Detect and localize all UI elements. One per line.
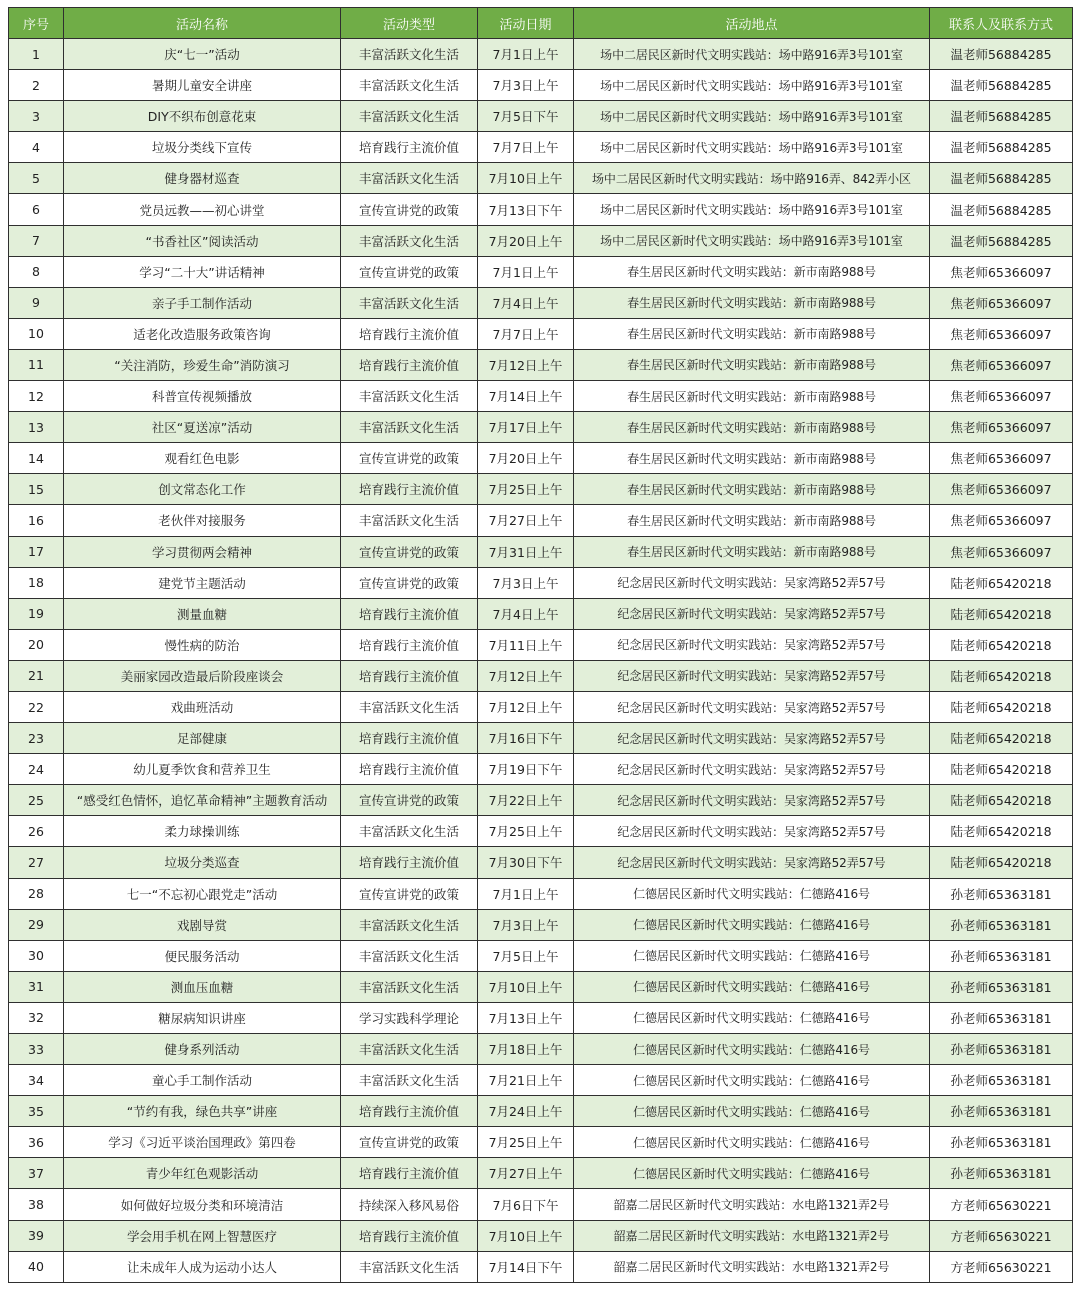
cell-activity-type: 培育践行主流价值 xyxy=(341,660,478,691)
cell-date: 7月1日上午 xyxy=(478,878,574,909)
cell-location: 春生居民区新时代文明实践站：新市南路988号 xyxy=(574,505,930,536)
cell-location: 场中二居民区新时代文明实践站：场中路916弄、842弄小区 xyxy=(574,163,930,194)
header-activity-location: 活动地点 xyxy=(574,8,930,39)
cell-location: 仁德居民区新时代文明实践站：仁德路416号 xyxy=(574,1127,930,1158)
cell-location: 仁德居民区新时代文明实践站：仁德路416号 xyxy=(574,878,930,909)
cell-location: 仁德居民区新时代文明实践站：仁德路416号 xyxy=(574,909,930,940)
cell-date: 7月18日上午 xyxy=(478,1034,574,1065)
cell-index: 2 xyxy=(9,70,64,101)
cell-contact: 焦老师65366097 xyxy=(930,349,1073,380)
cell-location: 纪念居民区新时代文明实践站：吴家湾路52弄57号 xyxy=(574,816,930,847)
cell-activity-type: 培育践行主流价值 xyxy=(341,349,478,380)
cell-activity-type: 丰富活跃文化生活 xyxy=(341,225,478,256)
cell-index: 36 xyxy=(9,1127,64,1158)
table-row xyxy=(9,349,1073,380)
cell-date: 7月12日上午 xyxy=(478,660,574,691)
cell-index: 21 xyxy=(9,660,64,691)
cell-activity-name: 老伙伴对接服务 xyxy=(64,505,341,536)
table-row xyxy=(9,225,1073,256)
table-row xyxy=(9,194,1073,225)
cell-date: 7月4日上午 xyxy=(478,287,574,318)
cell-date: 7月25日上午 xyxy=(478,474,574,505)
cell-contact: 方老师65630221 xyxy=(930,1189,1073,1220)
cell-date: 7月10日上午 xyxy=(478,163,574,194)
cell-activity-name: 适老化改造服务政策咨询 xyxy=(64,318,341,349)
cell-activity-name: 科普宣传视频播放 xyxy=(64,381,341,412)
cell-activity-name: 让未成年人成为运动小达人 xyxy=(64,1251,341,1282)
cell-activity-type: 丰富活跃文化生活 xyxy=(341,70,478,101)
table-row xyxy=(9,723,1073,754)
cell-date: 7月22日上午 xyxy=(478,785,574,816)
cell-activity-name: 足部健康 xyxy=(64,723,341,754)
cell-index: 17 xyxy=(9,536,64,567)
cell-location: 仁德居民区新时代文明实践站：仁德路416号 xyxy=(574,971,930,1002)
cell-activity-name: “节约有我，绿色共享”讲座 xyxy=(64,1096,341,1127)
header-contact: 联系人及联系方式 xyxy=(930,8,1073,39)
table-row xyxy=(9,381,1073,412)
table-row xyxy=(9,256,1073,287)
cell-location: 韶嘉二居民区新时代文明实践站：水电路1321弄2号 xyxy=(574,1220,930,1251)
cell-location: 纪念居民区新时代文明实践站：吴家湾路52弄57号 xyxy=(574,629,930,660)
table-row xyxy=(9,847,1073,878)
cell-activity-type: 宣传宣讲党的政策 xyxy=(341,536,478,567)
cell-date: 7月13日下午 xyxy=(478,194,574,225)
cell-activity-type: 丰富活跃文化生活 xyxy=(341,163,478,194)
cell-activity-name: 戏曲班活动 xyxy=(64,691,341,722)
cell-index: 11 xyxy=(9,349,64,380)
table-row xyxy=(9,1096,1073,1127)
cell-date: 7月14日上午 xyxy=(478,381,574,412)
cell-index: 18 xyxy=(9,567,64,598)
table-row xyxy=(9,1189,1073,1220)
table-body xyxy=(9,39,1073,1283)
cell-activity-name: 柔力球操训练 xyxy=(64,816,341,847)
cell-index: 34 xyxy=(9,1065,64,1096)
cell-contact: 陆老师65420218 xyxy=(930,785,1073,816)
cell-location: 春生居民区新时代文明实践站：新市南路988号 xyxy=(574,318,930,349)
cell-activity-type: 丰富活跃文化生活 xyxy=(341,909,478,940)
cell-activity-name: 糖尿病知识讲座 xyxy=(64,1002,341,1033)
cell-contact: 陆老师65420218 xyxy=(930,598,1073,629)
cell-activity-type: 丰富活跃文化生活 xyxy=(341,39,478,70)
cell-activity-type: 丰富活跃文化生活 xyxy=(341,1251,478,1282)
cell-activity-name: 美丽家园改造最后阶段座谈会 xyxy=(64,660,341,691)
cell-location: 春生居民区新时代文明实践站：新市南路988号 xyxy=(574,536,930,567)
cell-activity-name: 青少年红色观影活动 xyxy=(64,1158,341,1189)
cell-contact: 孙老师65363181 xyxy=(930,1096,1073,1127)
cell-contact: 孙老师65363181 xyxy=(930,1158,1073,1189)
cell-index: 13 xyxy=(9,412,64,443)
cell-date: 7月1日上午 xyxy=(478,256,574,287)
cell-index: 8 xyxy=(9,256,64,287)
cell-contact: 孙老师65363181 xyxy=(930,1002,1073,1033)
cell-contact: 陆老师65420218 xyxy=(930,629,1073,660)
cell-location: 春生居民区新时代文明实践站：新市南路988号 xyxy=(574,474,930,505)
table-row xyxy=(9,536,1073,567)
cell-activity-name: 垃圾分类线下宣传 xyxy=(64,132,341,163)
table-row xyxy=(9,598,1073,629)
cell-location: 仁德居民区新时代文明实践站：仁德路416号 xyxy=(574,940,930,971)
cell-date: 7月7日上午 xyxy=(478,318,574,349)
cell-index: 32 xyxy=(9,1002,64,1033)
cell-contact: 温老师56884285 xyxy=(930,39,1073,70)
cell-contact: 陆老师65420218 xyxy=(930,723,1073,754)
cell-date: 7月10日上午 xyxy=(478,971,574,1002)
cell-activity-name: “关注消防，珍爱生命”消防演习 xyxy=(64,349,341,380)
cell-date: 7月3日上午 xyxy=(478,70,574,101)
cell-contact: 焦老师65366097 xyxy=(930,287,1073,318)
cell-contact: 孙老师65363181 xyxy=(930,878,1073,909)
cell-activity-name: 戏剧导赏 xyxy=(64,909,341,940)
table-row xyxy=(9,39,1073,70)
cell-contact: 孙老师65363181 xyxy=(930,1127,1073,1158)
table-row xyxy=(9,70,1073,101)
cell-date: 7月7日上午 xyxy=(478,132,574,163)
cell-activity-name: “感受红色情怀，追忆革命精神”主题教育活动 xyxy=(64,785,341,816)
cell-contact: 温老师56884285 xyxy=(930,132,1073,163)
cell-contact: 温老师56884285 xyxy=(930,101,1073,132)
cell-date: 7月4日上午 xyxy=(478,598,574,629)
table-row xyxy=(9,1220,1073,1251)
cell-activity-type: 培育践行主流价值 xyxy=(341,1096,478,1127)
table-row xyxy=(9,971,1073,1002)
cell-contact: 焦老师65366097 xyxy=(930,318,1073,349)
cell-index: 31 xyxy=(9,971,64,1002)
cell-index: 33 xyxy=(9,1034,64,1065)
cell-date: 7月24日上午 xyxy=(478,1096,574,1127)
cell-location: 纪念居民区新时代文明实践站：吴家湾路52弄57号 xyxy=(574,785,930,816)
cell-index: 22 xyxy=(9,691,64,722)
header-activity-type: 活动类型 xyxy=(341,8,478,39)
cell-date: 7月27日上午 xyxy=(478,505,574,536)
cell-contact: 孙老师65363181 xyxy=(930,971,1073,1002)
table-row xyxy=(9,1251,1073,1282)
cell-activity-type: 丰富活跃文化生活 xyxy=(341,691,478,722)
cell-activity-name: 如何做好垃圾分类和环境清洁 xyxy=(64,1189,341,1220)
cell-contact: 焦老师65366097 xyxy=(930,536,1073,567)
cell-index: 10 xyxy=(9,318,64,349)
cell-index: 1 xyxy=(9,39,64,70)
cell-date: 7月12日上午 xyxy=(478,349,574,380)
cell-activity-type: 宣传宣讲党的政策 xyxy=(341,785,478,816)
cell-location: 纪念居民区新时代文明实践站：吴家湾路52弄57号 xyxy=(574,723,930,754)
cell-date: 7月3日上午 xyxy=(478,909,574,940)
cell-date: 7月10日上午 xyxy=(478,1220,574,1251)
cell-activity-name: “书香社区”阅读活动 xyxy=(64,225,341,256)
cell-index: 25 xyxy=(9,785,64,816)
cell-index: 14 xyxy=(9,443,64,474)
cell-location: 纪念居民区新时代文明实践站：吴家湾路52弄57号 xyxy=(574,847,930,878)
cell-activity-name: 健身系列活动 xyxy=(64,1034,341,1065)
cell-activity-type: 培育践行主流价值 xyxy=(341,598,478,629)
cell-contact: 方老师65630221 xyxy=(930,1220,1073,1251)
cell-date: 7月6日下午 xyxy=(478,1189,574,1220)
cell-activity-type: 培育践行主流价值 xyxy=(341,754,478,785)
cell-contact: 温老师56884285 xyxy=(930,225,1073,256)
cell-activity-name: 观看红色电影 xyxy=(64,443,341,474)
cell-activity-name: 测血压血糖 xyxy=(64,971,341,1002)
cell-index: 24 xyxy=(9,754,64,785)
cell-location: 场中二居民区新时代文明实践站：场中路916弄3号101室 xyxy=(574,101,930,132)
cell-activity-name: 建党节主题活动 xyxy=(64,567,341,598)
cell-location: 纪念居民区新时代文明实践站：吴家湾路52弄57号 xyxy=(574,598,930,629)
cell-contact: 孙老师65363181 xyxy=(930,1065,1073,1096)
cell-index: 15 xyxy=(9,474,64,505)
table-row xyxy=(9,909,1073,940)
cell-date: 7月12日上午 xyxy=(478,691,574,722)
cell-index: 19 xyxy=(9,598,64,629)
table-row xyxy=(9,567,1073,598)
cell-activity-name: 社区“夏送凉”活动 xyxy=(64,412,341,443)
cell-location: 春生居民区新时代文明实践站：新市南路988号 xyxy=(574,256,930,287)
cell-activity-name: 慢性病的防治 xyxy=(64,629,341,660)
cell-location: 场中二居民区新时代文明实践站：场中路916弄3号101室 xyxy=(574,194,930,225)
cell-date: 7月31日上午 xyxy=(478,536,574,567)
cell-contact: 陆老师65420218 xyxy=(930,660,1073,691)
cell-contact: 方老师65630221 xyxy=(930,1251,1073,1282)
cell-index: 3 xyxy=(9,101,64,132)
table-row xyxy=(9,1002,1073,1033)
cell-activity-type: 丰富活跃文化生活 xyxy=(341,816,478,847)
table-row xyxy=(9,629,1073,660)
cell-contact: 温老师56884285 xyxy=(930,163,1073,194)
cell-activity-name: 学习贯彻两会精神 xyxy=(64,536,341,567)
cell-contact: 孙老师65363181 xyxy=(930,909,1073,940)
cell-location: 春生居民区新时代文明实践站：新市南路988号 xyxy=(574,287,930,318)
cell-index: 6 xyxy=(9,194,64,225)
cell-index: 4 xyxy=(9,132,64,163)
table-row xyxy=(9,318,1073,349)
cell-activity-type: 丰富活跃文化生活 xyxy=(341,940,478,971)
cell-index: 5 xyxy=(9,163,64,194)
cell-date: 7月13日上午 xyxy=(478,1002,574,1033)
cell-location: 纪念居民区新时代文明实践站：吴家湾路52弄57号 xyxy=(574,754,930,785)
cell-location: 纪念居民区新时代文明实践站：吴家湾路52弄57号 xyxy=(574,691,930,722)
cell-location: 仁德居民区新时代文明实践站：仁德路416号 xyxy=(574,1002,930,1033)
cell-contact: 焦老师65366097 xyxy=(930,412,1073,443)
activity-schedule xyxy=(8,7,1072,1283)
cell-date: 7月21日上午 xyxy=(478,1065,574,1096)
cell-activity-name: DIY不织布创意花束 xyxy=(64,101,341,132)
cell-activity-type: 培育践行主流价值 xyxy=(341,474,478,505)
table-row xyxy=(9,101,1073,132)
cell-activity-name: 学习《习近平谈治国理政》第四卷 xyxy=(64,1127,341,1158)
cell-activity-name: 暑期儿童安全讲座 xyxy=(64,70,341,101)
cell-index: 30 xyxy=(9,940,64,971)
cell-activity-type: 培育践行主流价值 xyxy=(341,723,478,754)
cell-activity-type: 培育践行主流价值 xyxy=(341,132,478,163)
cell-activity-type: 持续深入移风易俗 xyxy=(341,1189,478,1220)
table-row xyxy=(9,443,1073,474)
cell-location: 场中二居民区新时代文明实践站：场中路916弄3号101室 xyxy=(574,70,930,101)
table-row xyxy=(9,1158,1073,1189)
cell-activity-type: 宣传宣讲党的政策 xyxy=(341,567,478,598)
table-header-row xyxy=(9,8,1073,39)
cell-index: 29 xyxy=(9,909,64,940)
cell-date: 7月25日上午 xyxy=(478,1127,574,1158)
cell-activity-name: 便民服务活动 xyxy=(64,940,341,971)
cell-activity-type: 宣传宣讲党的政策 xyxy=(341,256,478,287)
cell-location: 场中二居民区新时代文明实践站：场中路916弄3号101室 xyxy=(574,39,930,70)
cell-contact: 焦老师65366097 xyxy=(930,505,1073,536)
table-row xyxy=(9,754,1073,785)
cell-activity-type: 培育践行主流价值 xyxy=(341,318,478,349)
table-row xyxy=(9,660,1073,691)
cell-location: 纪念居民区新时代文明实践站：吴家湾路52弄57号 xyxy=(574,567,930,598)
table-row xyxy=(9,691,1073,722)
cell-location: 春生居民区新时代文明实践站：新市南路988号 xyxy=(574,349,930,380)
cell-activity-type: 宣传宣讲党的政策 xyxy=(341,1127,478,1158)
cell-activity-type: 丰富活跃文化生活 xyxy=(341,1065,478,1096)
cell-activity-name: 健身器材巡查 xyxy=(64,163,341,194)
cell-contact: 焦老师65366097 xyxy=(930,381,1073,412)
cell-date: 7月1日上午 xyxy=(478,39,574,70)
cell-activity-type: 培育践行主流价值 xyxy=(341,847,478,878)
table-row xyxy=(9,132,1073,163)
cell-activity-name: 党员远教——初心讲堂 xyxy=(64,194,341,225)
cell-location: 春生居民区新时代文明实践站：新市南路988号 xyxy=(574,412,930,443)
cell-index: 20 xyxy=(9,629,64,660)
cell-activity-type: 丰富活跃文化生活 xyxy=(341,971,478,1002)
cell-date: 7月3日上午 xyxy=(478,567,574,598)
cell-date: 7月14日下午 xyxy=(478,1251,574,1282)
table-row xyxy=(9,940,1073,971)
cell-index: 26 xyxy=(9,816,64,847)
cell-location: 仁德居民区新时代文明实践站：仁德路416号 xyxy=(574,1065,930,1096)
cell-index: 40 xyxy=(9,1251,64,1282)
cell-activity-name: 创文常态化工作 xyxy=(64,474,341,505)
cell-location: 韶嘉二居民区新时代文明实践站：水电路1321弄2号 xyxy=(574,1251,930,1282)
cell-activity-name: 童心手工制作活动 xyxy=(64,1065,341,1096)
cell-index: 9 xyxy=(9,287,64,318)
cell-activity-name: 亲子手工制作活动 xyxy=(64,287,341,318)
cell-location: 春生居民区新时代文明实践站：新市南路988号 xyxy=(574,443,930,474)
cell-location: 场中二居民区新时代文明实践站：场中路916弄3号101室 xyxy=(574,225,930,256)
table-row xyxy=(9,878,1073,909)
cell-date: 7月25日上午 xyxy=(478,816,574,847)
cell-contact: 焦老师65366097 xyxy=(930,474,1073,505)
cell-activity-type: 培育践行主流价值 xyxy=(341,629,478,660)
cell-index: 16 xyxy=(9,505,64,536)
header-activity-name: 活动名称 xyxy=(64,8,341,39)
cell-date: 7月30日下午 xyxy=(478,847,574,878)
table-row xyxy=(9,474,1073,505)
cell-date: 7月16日下午 xyxy=(478,723,574,754)
cell-contact: 陆老师65420218 xyxy=(930,691,1073,722)
cell-contact: 孙老师65363181 xyxy=(930,1034,1073,1065)
cell-contact: 陆老师65420218 xyxy=(930,754,1073,785)
table-row xyxy=(9,412,1073,443)
cell-location: 纪念居民区新时代文明实践站：吴家湾路52弄57号 xyxy=(574,660,930,691)
cell-activity-name: 幼儿夏季饮食和营养卫生 xyxy=(64,754,341,785)
cell-location: 春生居民区新时代文明实践站：新市南路988号 xyxy=(574,381,930,412)
cell-date: 7月27日上午 xyxy=(478,1158,574,1189)
cell-contact: 温老师56884285 xyxy=(930,194,1073,225)
cell-activity-type: 培育践行主流价值 xyxy=(341,1158,478,1189)
table-row xyxy=(9,1065,1073,1096)
table-row xyxy=(9,1127,1073,1158)
cell-date: 7月17日上午 xyxy=(478,412,574,443)
table-row xyxy=(9,505,1073,536)
table-row xyxy=(9,816,1073,847)
cell-activity-type: 宣传宣讲党的政策 xyxy=(341,443,478,474)
cell-activity-name: 七一“不忘初心跟党走”活动 xyxy=(64,878,341,909)
cell-activity-type: 丰富活跃文化生活 xyxy=(341,412,478,443)
cell-location: 韶嘉二居民区新时代文明实践站：水电路1321弄2号 xyxy=(574,1189,930,1220)
cell-date: 7月19日下午 xyxy=(478,754,574,785)
activity-table xyxy=(8,7,1073,1283)
cell-location: 场中二居民区新时代文明实践站：场中路916弄3号101室 xyxy=(574,132,930,163)
table-row xyxy=(9,1034,1073,1065)
cell-activity-type: 学习实践科学理论 xyxy=(341,1002,478,1033)
cell-activity-type: 丰富活跃文化生活 xyxy=(341,101,478,132)
cell-index: 37 xyxy=(9,1158,64,1189)
cell-activity-type: 宣传宣讲党的政策 xyxy=(341,878,478,909)
cell-index: 38 xyxy=(9,1189,64,1220)
cell-index: 28 xyxy=(9,878,64,909)
cell-activity-type: 丰富活跃文化生活 xyxy=(341,381,478,412)
cell-activity-type: 丰富活跃文化生活 xyxy=(341,287,478,318)
cell-date: 7月20日上午 xyxy=(478,225,574,256)
cell-contact: 焦老师65366097 xyxy=(930,256,1073,287)
cell-location: 仁德居民区新时代文明实践站：仁德路416号 xyxy=(574,1096,930,1127)
table-row xyxy=(9,785,1073,816)
cell-location: 仁德居民区新时代文明实践站：仁德路416号 xyxy=(574,1034,930,1065)
cell-contact: 陆老师65420218 xyxy=(930,567,1073,598)
cell-index: 23 xyxy=(9,723,64,754)
cell-index: 27 xyxy=(9,847,64,878)
cell-activity-name: 学会用手机在网上智慧医疗 xyxy=(64,1220,341,1251)
header-index: 序号 xyxy=(9,8,64,39)
cell-activity-type: 丰富活跃文化生活 xyxy=(341,1034,478,1065)
cell-index: 35 xyxy=(9,1096,64,1127)
cell-activity-name: 垃圾分类巡查 xyxy=(64,847,341,878)
cell-location: 仁德居民区新时代文明实践站：仁德路416号 xyxy=(574,1158,930,1189)
cell-activity-type: 培育践行主流价值 xyxy=(341,1220,478,1251)
cell-contact: 陆老师65420218 xyxy=(930,847,1073,878)
table-row xyxy=(9,163,1073,194)
cell-date: 7月11日上午 xyxy=(478,629,574,660)
cell-contact: 陆老师65420218 xyxy=(930,816,1073,847)
cell-contact: 孙老师65363181 xyxy=(930,940,1073,971)
table-row xyxy=(9,287,1073,318)
cell-date: 7月5日下午 xyxy=(478,101,574,132)
cell-activity-type: 宣传宣讲党的政策 xyxy=(341,194,478,225)
header-activity-date: 活动日期 xyxy=(478,8,574,39)
cell-activity-type: 丰富活跃文化生活 xyxy=(341,505,478,536)
cell-date: 7月5日上午 xyxy=(478,940,574,971)
cell-activity-name: 庆“七一”活动 xyxy=(64,39,341,70)
cell-activity-name: 测量血糖 xyxy=(64,598,341,629)
cell-index: 12 xyxy=(9,381,64,412)
cell-contact: 温老师56884285 xyxy=(930,70,1073,101)
cell-index: 39 xyxy=(9,1220,64,1251)
cell-contact: 焦老师65366097 xyxy=(930,443,1073,474)
cell-index: 7 xyxy=(9,225,64,256)
cell-activity-name: 学习“二十大”讲话精神 xyxy=(64,256,341,287)
cell-date: 7月20日上午 xyxy=(478,443,574,474)
